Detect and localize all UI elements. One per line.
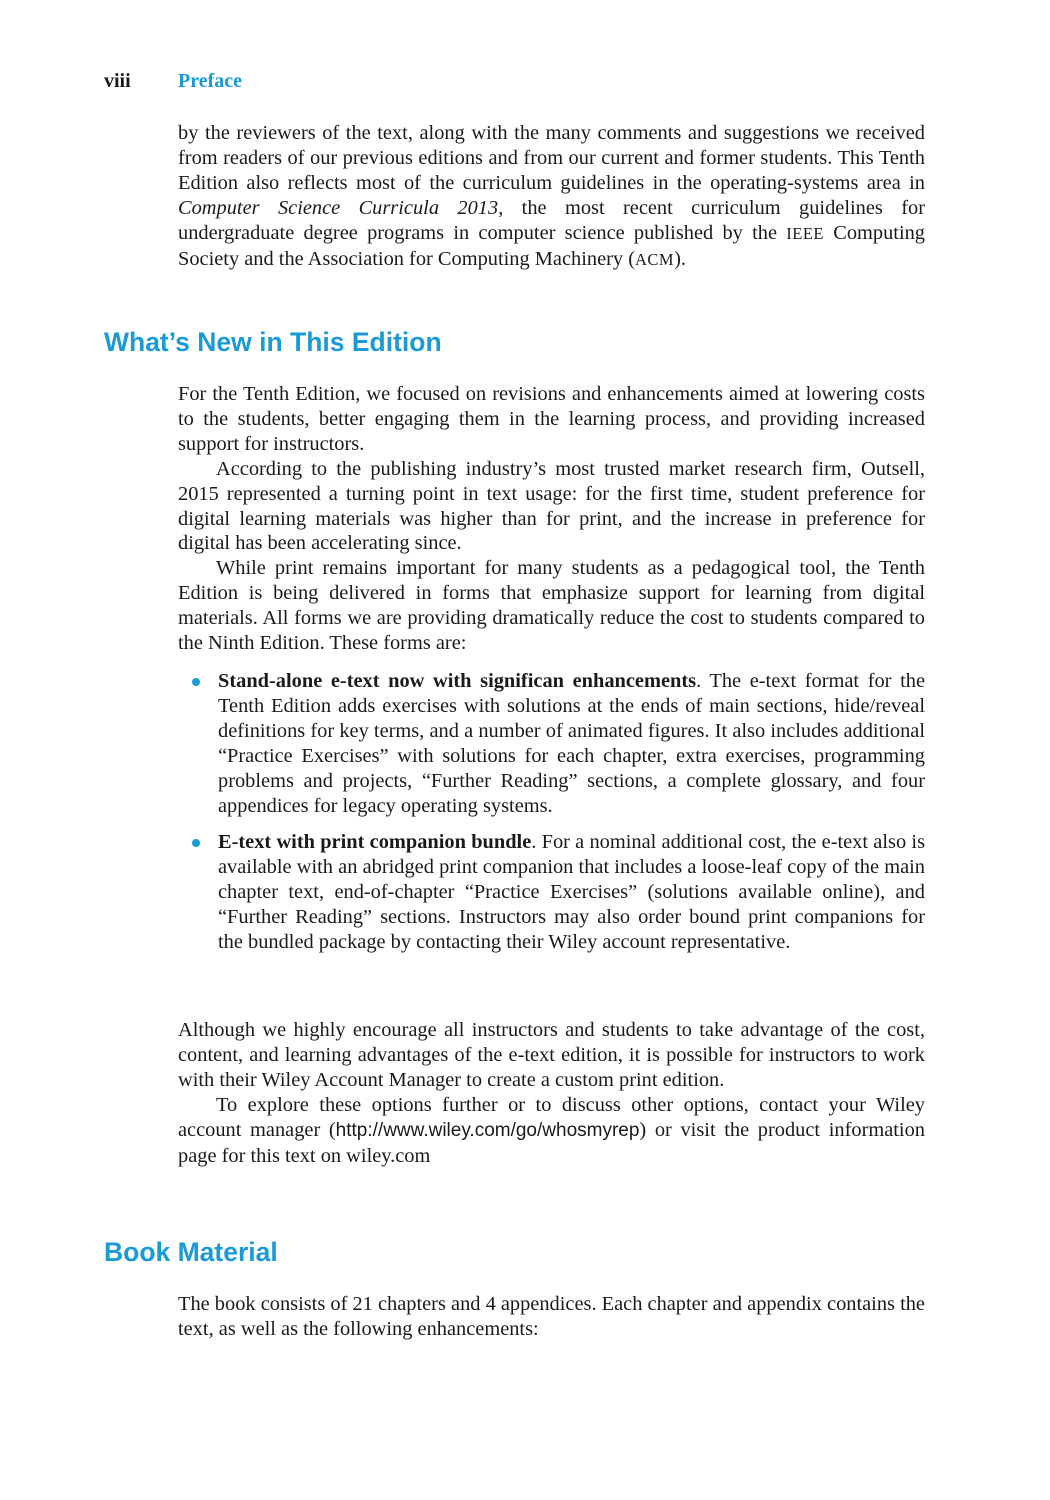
- book-material-paragraph: The book consists of 21 chapters and 4 appendices. Each chapter and appendix contains the text, as well as the following enhancements:: [178, 1293, 925, 1340]
- whats-new-block: [178, 382, 925, 656]
- options-paragraph-2: To explore these options further or to discuss other options, contact your Wiley account manager (http://www.wiley.com/go/whosmyrep) or visit the product information page for this text on wiley.com: [178, 1093, 925, 1167]
- ieee-acronym: IEEE: [786, 223, 824, 243]
- options-paragraph-1: Although we highly encourage all instructors and students to take advantage of the cost, content, and learning advantages of the e-text edition, it is possible for instructors to work with their Wiley Account Manager to create a custom print edition.: [178, 1019, 925, 1091]
- options-block: [178, 1018, 925, 1168]
- intro-block: [178, 121, 925, 272]
- section-heading-book-material: Book Material: [104, 1237, 278, 1267]
- bullet-title: E-text with print companion bundle: [218, 831, 532, 854]
- bullet-text: . The e-text format for the Tenth Edition adds exercises with solutions at the ends of main sections, hide/reveal definitions for key terms, and a number of animated figures. It also includes additional “Practice Exercises” with solutions for each chapter, extra exercises, programming problems and projects, “Further Reading” sections, a complete glossary, and four appendices for legacy operating systems.: [218, 670, 925, 817]
- bullet-item-bundle: [178, 830, 925, 955]
- bullet-text: . For a nominal additional cost, the e-text also is available with an abridged print companion that includes a loose-leaf copy of the main chapter text, end-of-chapter “Practice Exercises” (solutions available online), and “Further Reading” sections. Instructors may also order bound print companions for the bundled package by contacting their Wiley account representative.: [218, 831, 925, 954]
- bullet-item-etext: [178, 669, 925, 818]
- whats-new-paragraph-1: For the Tenth Edition, we focused on revisions and enhancements aimed at lowering costs to the students, better engaging them in the learning process, and providing increased support for instructors.: [178, 383, 925, 455]
- book-material-block: [178, 1292, 925, 1342]
- page-number: viii: [104, 70, 131, 92]
- curricula-title: Computer Science Curricula 2013: [178, 196, 499, 219]
- forms-bullet-list: [178, 669, 925, 955]
- whats-new-paragraph-2: According to the publishing industry’s most trusted market research firm, Outsell, 2015 represented a turning point in text usage: for the first time, student preference for digital learning materials was higher than for print, and the increase in preference for digital has been accelerating since.: [178, 457, 925, 555]
- running-title: Preface: [178, 70, 243, 92]
- acm-acronym: ACM: [635, 249, 675, 269]
- intro-paragraph: by the reviewers of the text, along with the many comments and suggestions we received from readers of our previous editions and from our current and former students. This Tenth Edition also reflects most of the curriculum guidelines in the operating-systems area in Computer Science Curricula 2013, the most recent curriculum guidelines for undergraduate degree programs in computer science published by the IEEE Computing Society and the Association for Computing Machinery (ACM).: [178, 122, 925, 270]
- wiley-link[interactable]: http://www.wiley.com/go/whosmyrep: [335, 1119, 640, 1141]
- bullet-title: Stand-alone e-text now with significan enhancements: [218, 670, 697, 692]
- section-heading-whats-new: What’s New in This Edition: [104, 327, 442, 357]
- bullet-dot: [192, 839, 200, 847]
- bullet-dot: [192, 678, 200, 686]
- whats-new-paragraph-3: While print remains important for many students as a pedagogical tool, the Tenth Edition is being delivered in forms that emphasize support for learning from digital materials. All forms we are providing dramatically reduce the cost to students compared to the Ninth Edition. These forms are:: [178, 557, 925, 655]
